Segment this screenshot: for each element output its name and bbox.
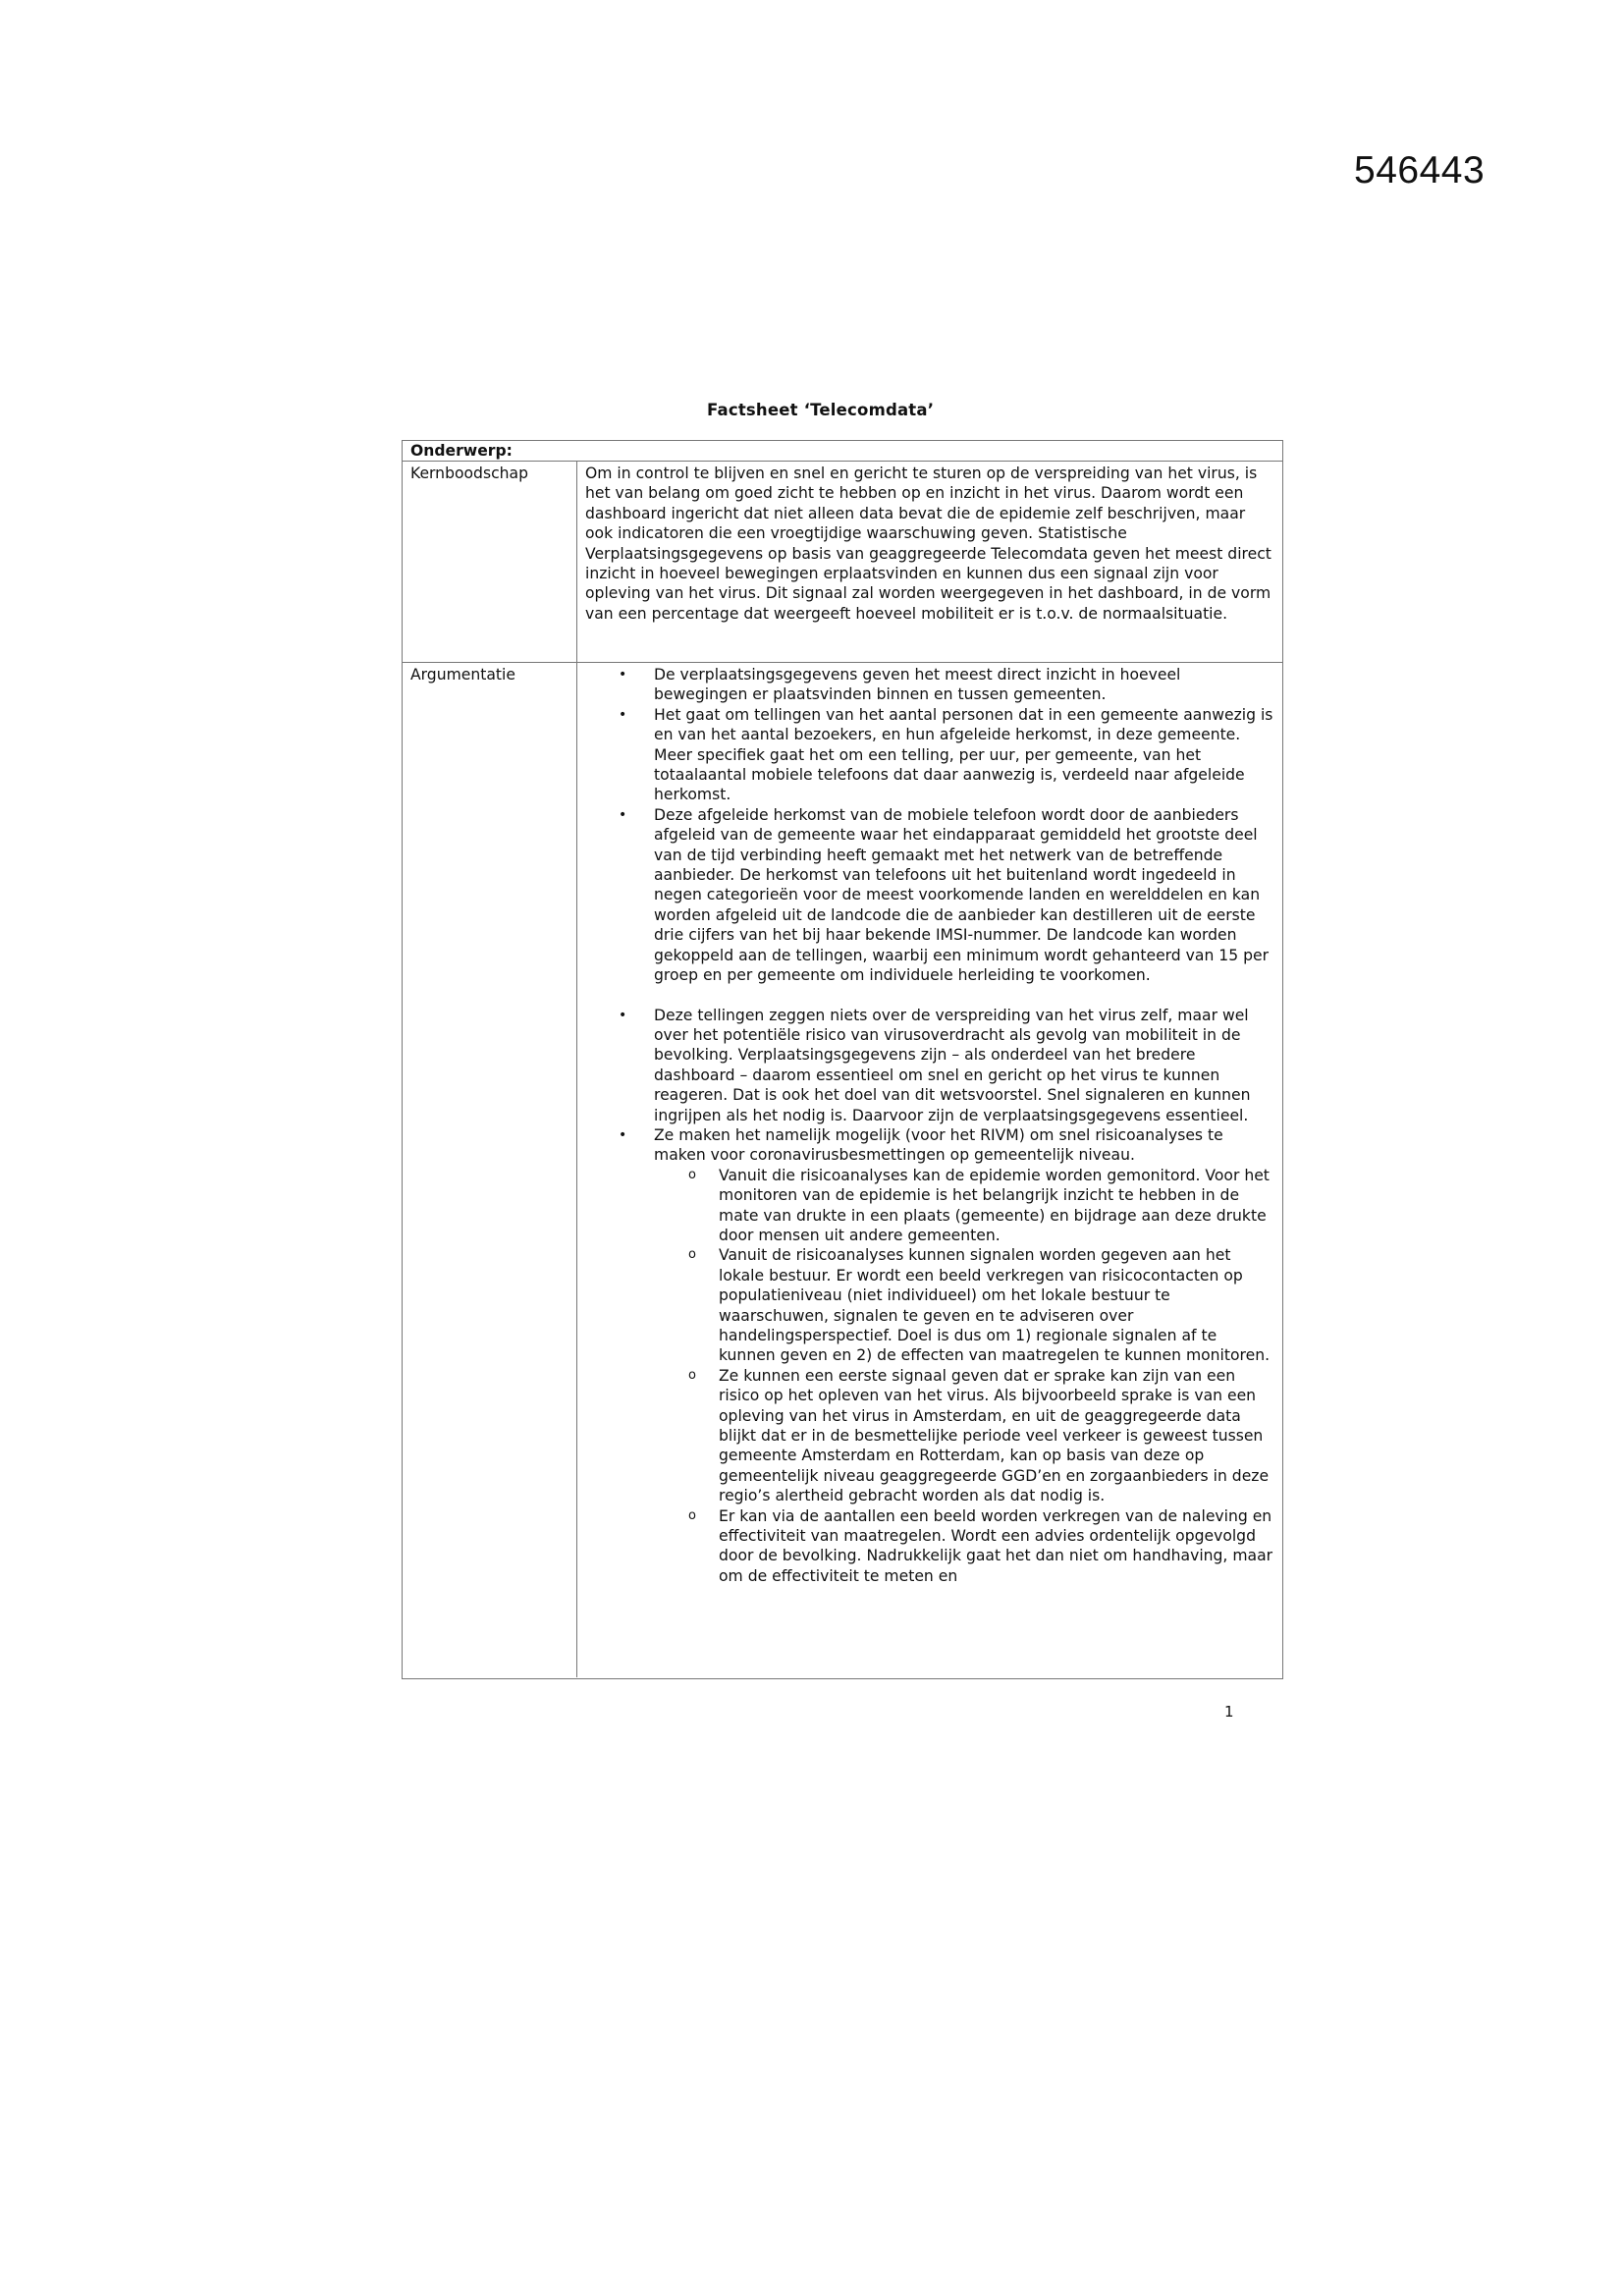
list-item: • Deze tellingen zeggen niets over de verspreiding van het virus zelf, maar wel over het potentiële risico van virusoverdracht als gevolg van mobiliteit in de bevolking. Verplaatsingsgegevens zijn – als onderdeel van het bredere dashboard – daarom essentieel om snel en gericht op het virus te kunnen reageren. Dat is ook het doel van dit wetsvoorstel. Snel signaleren en kunnen ingrijpen als het nodig is. Daarvoor zijn de verplaatsingsgegevens essentieel. bbox=[654, 1006, 1276, 1125]
argument-list bbox=[585, 665, 1276, 1586]
table-row-kernboodschap bbox=[403, 462, 1282, 663]
list-item: • Het gaat om tellingen van het aantal personen dat in een gemeente aanwezig is en van het aantal bezoekers, en hun afgeleide herkomst, in deze gemeente. Meer specifiek gaat het om een telling, per uur, per gemeente, van het totaalaantal mobiele telefoons dat daar aanwezig is, verdeeld naar afgeleide herkomst. bbox=[654, 705, 1276, 805]
row-label-argumentatie: Argumentatie bbox=[403, 663, 577, 1677]
list-item bbox=[654, 1125, 1276, 1586]
list-item-text: Ze maken het namelijk mogelijk (voor het RIVM) om snel risicoanalyses te maken voor coronavirusbesmettingen op gemeentelijk niveau. bbox=[654, 1125, 1223, 1165]
sub-list bbox=[654, 1166, 1276, 1587]
document-title: Factsheet ‘Telecomdata’ bbox=[707, 401, 935, 419]
sub-list-item: o Vanuit die risicoanalyses kan de epidemie worden gemonitord. Voor het monitoren van de epidemie is het belangrijk inzicht te hebben in de mate van drukte in een plaats (gemeente) en bijdrage aan deze drukte door mensen uit andere gemeenten. bbox=[719, 1166, 1276, 1246]
row-content-argumentatie bbox=[577, 663, 1282, 1677]
sub-list-item: o Er kan via de aantallen een beeld worden verkregen van de naleving en effectiviteit van maatregelen. Wordt een advies ordentelijk opgevolgd door de bevolking. Nadrukkelijk gaat het dan niet om handhaving, maar om de effectiviteit te meten en bbox=[719, 1506, 1276, 1587]
list-item: • Deze afgeleide herkomst van de mobiele telefoon wordt door de aanbieders afgeleid van de gemeente waar het eindapparaat gemiddeld het grootste deel van de tijd verbinding heeft gemaakt met het netwerk van de betreffende aanbieder. De herkomst van telefoons uit het buitenland wordt ingedeeld in negen categorieën voor de meest voorkomende landen en werelddelen en kan worden afgeleid uit de landcode die de aanbieder kan destilleren uit de eerste drie cijfers van het bij haar bekende IMSI-nummer. De landcode kan worden gekoppeld aan de tellingen, waarbij een minimum wordt gehanteerd van 15 per groep en per gemeente om individuele herleiding te voorkomen. bbox=[654, 805, 1276, 986]
list-item: • De verplaatsingsgegevens geven het meest direct inzicht in hoeveel bewegingen er plaatsvinden binnen en tussen gemeenten. bbox=[654, 665, 1276, 705]
sub-list-item: o Ze kunnen een eerste signaal geven dat er sprake kan zijn van een risico op het opleven van het virus. Als bijvoorbeeld sprake is van een opleving van het virus in Amsterdam, en uit de geaggregeerde data blijkt dat er in de besmettelijke periode veel verkeer is geweest tussen gemeente Amsterdam en Rotterdam, kan op basis van deze op gemeentelijk niveau geaggregeerde GGD’en en zorgaanbieders in deze regio’s alertheid gebracht worden als dat nodig is. bbox=[719, 1366, 1276, 1506]
row-label-kernboodschap: Kernboodschap bbox=[403, 462, 577, 662]
kernboodschap-text: Om in control te blijven en snel en gericht te sturen op de verspreiding van het virus, is het van belang om goed zicht te hebben op en inzicht in het virus. Daarom wordt een dashboard ingericht dat niet alleen data bevat die de epidemie zelf beschrijven, maar ook indicatoren die een vroegtijdige waarschuwing geven. Statistische Verplaatsingsgegevens op basis van geaggregeerde Telecomdata geven het meest direct inzicht in hoeveel bewegingen erplaatsvinden en kunnen dus een signaal zijn voor opleving van het virus. Dit signaal zal worden weergegeven in het dashboard, in de vorm van een percentage dat weergeeft hoeveel mobiliteit er is t.o.v. de normaalsituatie. bbox=[585, 465, 1271, 623]
sub-list-item: o Vanuit de risicoanalyses kunnen signalen worden gegeven aan het lokale bestuur. Er wordt een beeld verkregen van risicocontacten op populatieniveau (niet individueel) om het lokale bestuur te waarschuwen, signalen te geven en te adviseren over handelingsperspectief. Doel is dus om 1) regionale signalen af te kunnen geven en 2) de effecten van maatregelen te kunnen monitoren. bbox=[719, 1245, 1276, 1365]
table-row-argumentatie bbox=[403, 663, 1282, 1677]
factsheet-table bbox=[402, 440, 1283, 1679]
page-number: 1 bbox=[1224, 1703, 1234, 1721]
document-number: 546443 bbox=[1354, 149, 1486, 191]
row-content-kernboodschap bbox=[577, 462, 1282, 662]
table-header-onderwerp: Onderwerp: bbox=[403, 441, 1282, 462]
